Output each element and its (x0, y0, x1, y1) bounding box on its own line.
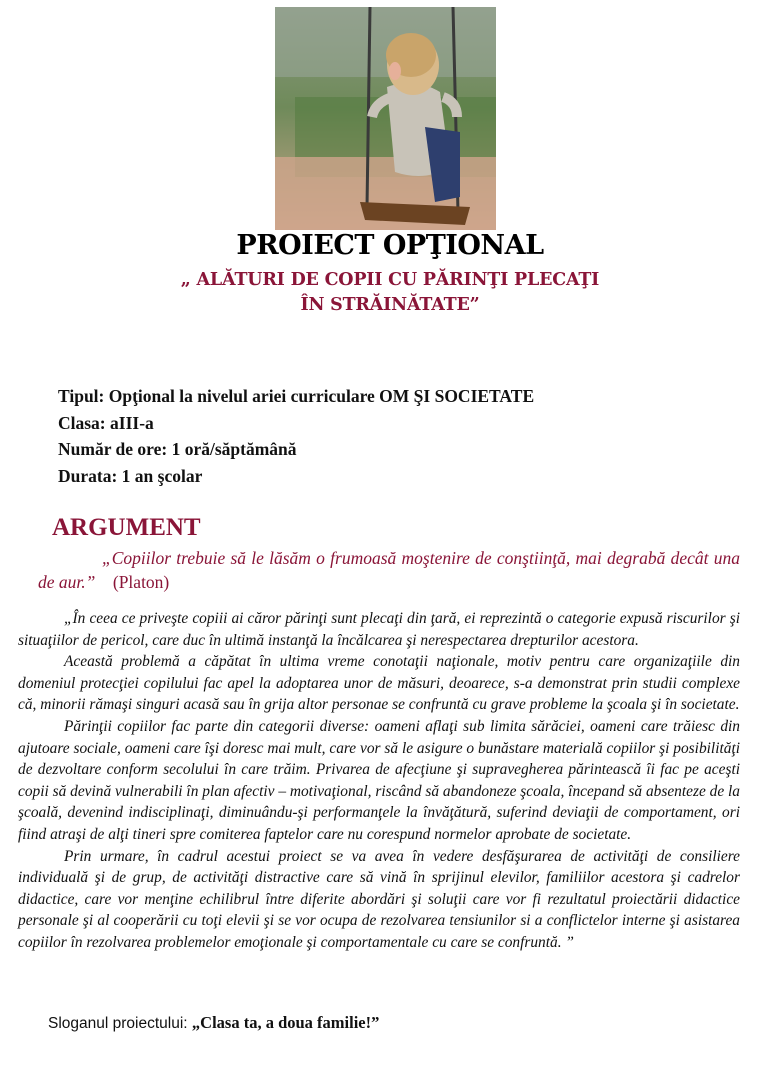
info-type: Tipul: Opţional la nivelul ariei curriculare OM ŞI SOCIETATE (58, 386, 535, 406)
slogan-label: Sloganul proiectului: (48, 1015, 188, 1032)
quote-author: (Platon) (112, 572, 170, 592)
info-hours: Număr de ore: 1 oră/săptămână (58, 439, 297, 459)
argument-quote (38, 546, 740, 594)
info-duration: Durata: 1 an şcolar (58, 465, 203, 486)
slogan-value: „Clasa ta, a doua familie!” (191, 1013, 380, 1032)
argument-paragraph-2: Această problemă a căpătat în ultima vreme conotaţii naţionale, motiv pentru care organizaţiile din domeniul protecţiei copilului fac apel la adoptarea unor de măsuri, deoarece, s-a demonstrat prin studii complexe că, minorii rămaşi singuri acasă sau în grija altor personae se confruntă cu grave probleme la şcoala şi în societate. (18, 653, 740, 714)
quote-text: „Copiilor trebuie să le lăsăm o frumoasă moştenire de conştiinţă, mai degrabă decât una de aur.” (38, 548, 740, 592)
argument-paragraph-3: Părinţii copiilor fac parte din categorii diverse: oameni aflaţi sub limita sărăciei, oameni care trăiesc din ajutoare sociale, oameni care îşi doresc mai mult, care vor să le asigure o bunăstare materială copiilor şi posibilităţi de dezvoltare conform secolului în care trăim. Privarea de afecţiune şi supravegherea părintească îi fac pe aceşti copii să devină vulnerabili în plan afectiv – motivaţional, riscând să abandoneze şcoala, începand să absenteze de la şcoală, devenind indisciplinaţi, diminuându-şi performanţele la învăţătură, suferind deviaţii de comportament, ori fiind atraşi de alţi tineri spre comiterea faptelor care nu corespund normelor aprobate de societate. (18, 717, 740, 843)
project-subtitle-line2: ÎN STRĂINĂTATE” (300, 295, 480, 315)
project-info-list (58, 383, 534, 489)
argument-paragraph-1: „În ceea ce priveşte copiii ai căror părinţi sunt plecaţi din ţară, ei reprezintă o categorie expusă riscurilor şi situaţiilor de pericol, care duc în ultimă instanţă la încălcarea şi nerespectarea drepturilor acestora. (18, 610, 740, 649)
argument-heading: ARGUMENT (52, 514, 201, 541)
argument-paragraph-4: Prin urmare, în cadrul acestui proiect se va avea în vedere desfăşurarea de activităţi de consiliere individuală şi de grup, de activităţi distractive care să vină în sprijinul elevilor, familiilor acestora şi cadrelor didactice, care vor menţine echilibrul între diferite abordări şi soluţii care vor fi rezultatul proiectării didactice personale şi al cooperării cu toţi elevii şi se vor ocupa de rezolvarea tensiunilor si a conflictelor interne şi asistarea copiilor în rezolvarea problemelor emoţionale şi comportamentale cu care se confruntă. ” (18, 847, 740, 951)
project-subtitle-line1: „ ALĂTURI DE COPII CU PĂRINŢI PLECAŢI (180, 270, 600, 290)
project-slogan (48, 1013, 379, 1033)
argument-body (18, 608, 740, 954)
info-class: Clasa: aIII-a (58, 412, 154, 433)
cover-photo-child-on-swing (275, 7, 496, 230)
page-title: PROIECT OPŢIONAL (236, 230, 544, 261)
